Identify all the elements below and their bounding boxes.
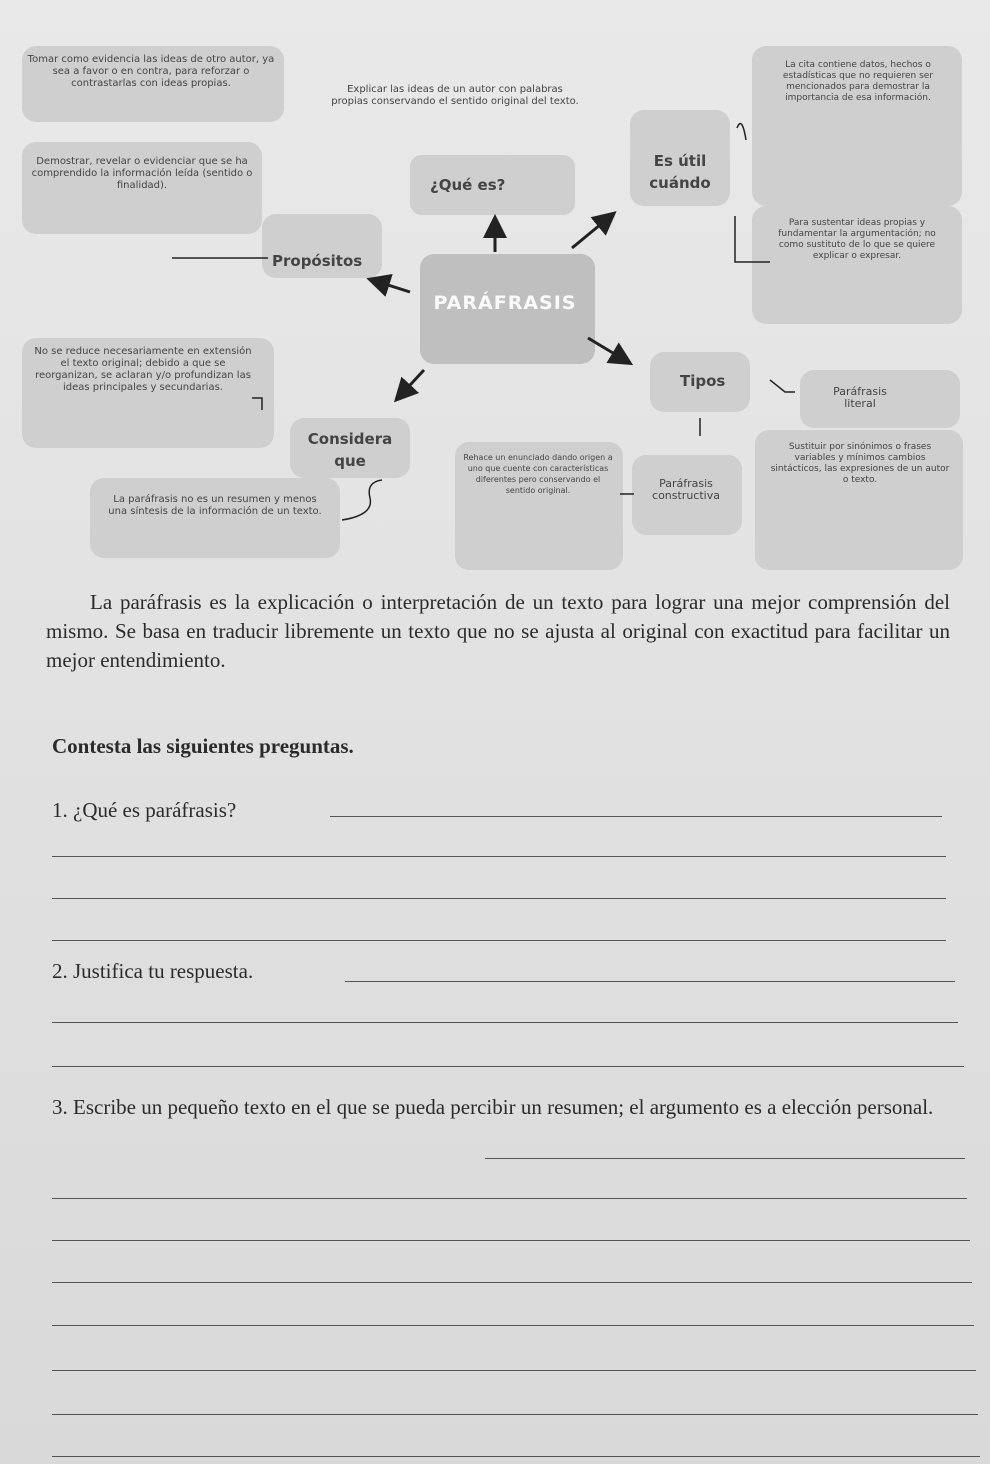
text-mid-left: Demostrar, revelar o evidenciar que se ha comprendido la información leída (sentido o finalidad). (31, 156, 253, 191)
arrow-to-tipos (588, 338, 628, 362)
text-bottom-center: Rehace un enunciado dando origen a uno que cuente con características diferentes pero conservando el sentido original. (463, 453, 613, 495)
question-3: 3. Escribe un pequeño texto en el que se pueda percibir un resumen; el argumento es a elección personal. (52, 1095, 934, 1119)
label-literal: Paráfrasis literal (833, 385, 887, 410)
label-que-es: ¿Qué es? (430, 176, 506, 194)
answer-line[interactable] (52, 1022, 958, 1023)
connector-tipos-literal (770, 380, 795, 392)
arrow-to-es-util (572, 215, 612, 248)
text-top-right: La cita contiene datos, hechos o estadísticas que no requieren ser mencionados para demostrar la importancia de esa información. (782, 60, 934, 103)
answer-line[interactable] (52, 1456, 980, 1457)
answer-line[interactable] (52, 1414, 978, 1415)
intro-paragraph: La paráfrasis es la explicación o interpretación de un texto para lograr una mejor comprensión del mismo. Se basa en traducir libremente un texto que no se ajusta al original con exactitud para facilitar un mejor entendimiento. (46, 590, 950, 672)
text-bottom-left: La paráfrasis no es un resumen y menos una síntesis de la información de un texto. (108, 494, 322, 517)
answer-line[interactable] (52, 1370, 976, 1371)
connector-considera-bottom (342, 480, 382, 520)
label-considera: Considera que (307, 430, 393, 470)
answer-line[interactable] (485, 1158, 965, 1159)
answer-line[interactable] (52, 856, 946, 857)
answer-line[interactable] (52, 1240, 970, 1241)
text-left-low: No se reduce necesariamente en extensión el texto original; debido a que se reorganizan, se aclaran y/o profundizan las ideas principales y secundarias. (34, 346, 252, 393)
text-right-mid: Para sustentar ideas propias y fundamentar la argumentación; no como sustituto de lo que se quiere explicar o expresar. (778, 218, 936, 261)
answer-line[interactable] (345, 981, 955, 982)
arrow-to-propositos (372, 280, 410, 292)
text-top-center: Explicar las ideas de un autor con palabras propias conservando el sentido original del texto. (331, 84, 579, 107)
label-tipos: Tipos (680, 372, 726, 390)
label-es-util: Es útil cuándo (649, 152, 711, 192)
answer-line[interactable] (52, 898, 946, 899)
answer-line[interactable] (52, 1325, 974, 1326)
label-constructiva: Paráfrasis constructiva (652, 477, 720, 502)
connector-considera-left (252, 398, 262, 410)
connector-es-util-bottom (735, 216, 770, 262)
label-propositos: Propósitos (272, 252, 363, 270)
instructions-heading: Contesta las siguientes preguntas. (52, 734, 354, 758)
concept-map-center-title: PARÁFRASIS (433, 292, 577, 314)
answer-line[interactable] (330, 816, 942, 817)
answer-line[interactable] (52, 940, 946, 941)
answer-line[interactable] (52, 1198, 967, 1199)
connector-es-util-top (737, 124, 746, 140)
text-top-left: Tomar como evidencia las ideas de otro autor, ya sea a favor o en contra, para reforzar o contrastarlas con ideas propias. (27, 54, 275, 89)
question-2: 2. Justifica tu respuesta. (52, 959, 254, 983)
question-1: 1. ¿Qué es paráfrasis? (52, 798, 237, 822)
arrow-to-considera (398, 370, 424, 398)
text-bottom-right: Sustituir por sinónimos o frases variables y mínimos cambios sintácticos, las expresiones de un autor o texto. (770, 442, 950, 485)
answer-line[interactable] (52, 1282, 972, 1283)
answer-line[interactable] (52, 1066, 964, 1067)
